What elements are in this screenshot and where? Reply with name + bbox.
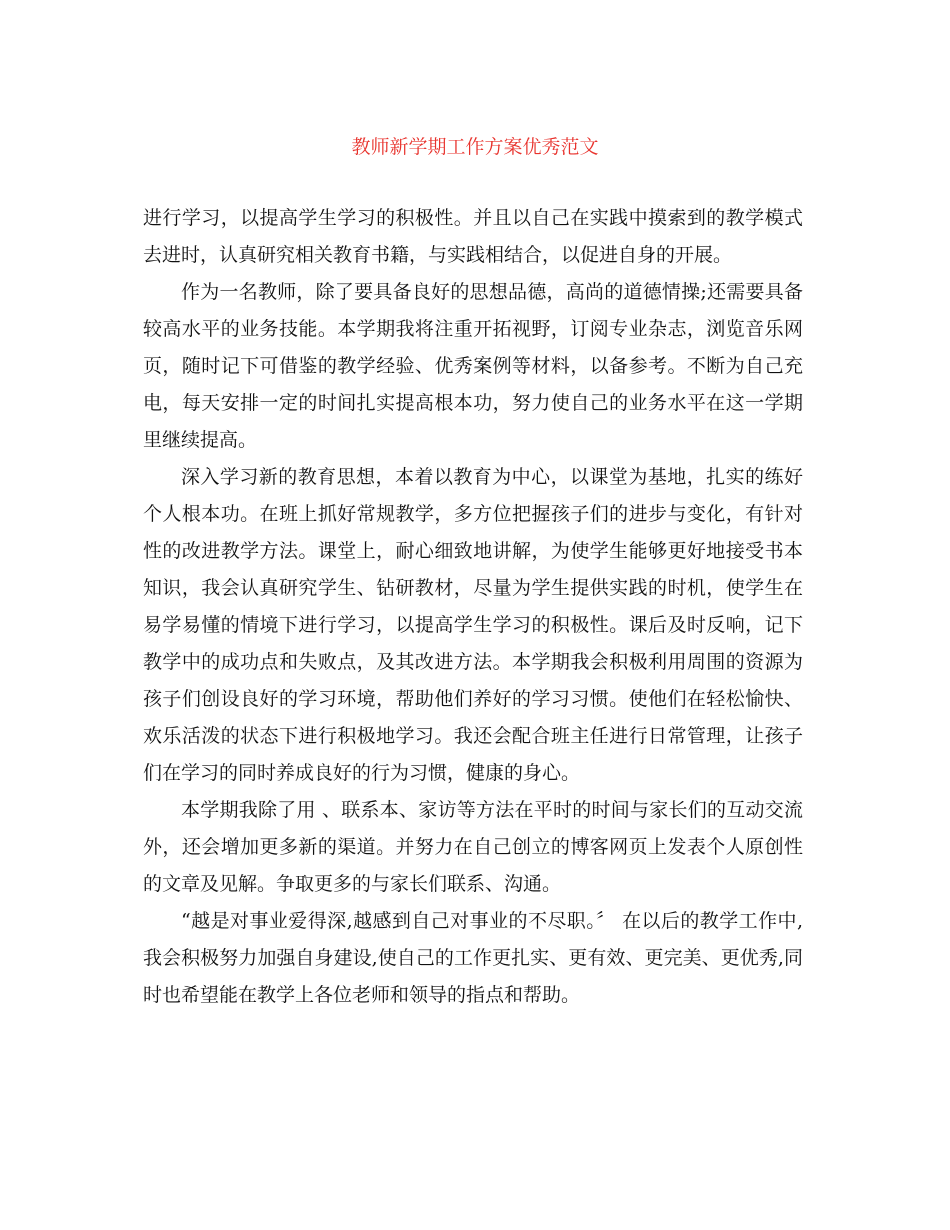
document-body xyxy=(143,200,803,1014)
paragraph-2: 作为一名教师，除了要具备良好的思想品德，高尚的道德情操;还需要具备较高水平的业务技能。本学期我将注重开拓视野，订阅专业杂志，浏览音乐网页，随时记下可借鉴的教学经验、优秀案例等材料，以备参考。不断为自己充电，每天安排一定的时间扎实提高根本功，努力使自己的业务水平在这一学期里继续提高。 xyxy=(143,281,803,451)
paragraph-4: 本学期我除了用 、联系本、家访等方法在平时的时间与家长们的互动交流外，还会增加更多新的渠道。并努力在自己创立的博客网页上发表个人原创性的文章及见解。争取更多的与家长们联系、沟通。 xyxy=(143,799,803,895)
document-title: 教师新学期工作方案优秀范文 xyxy=(351,136,599,158)
paragraph-5: “越是对事业爱得深,越感到自己对事业的不尽职。〞 在以后的教学工作中,我会积极努力加强自身建设,使自己的工作更扎实、更有效、更完美、更优秀,同时也希望能在教学上各位老师和领导的指点和帮助。 xyxy=(143,910,803,1006)
paragraph-1: 进行学习，以提高学生学习的积极性。并且以自己在实践中摸索到的教学模式去进时，认真研究相关教育书籍，与实践相结合，以促进自身的开展。 xyxy=(143,207,803,266)
paragraph-3: 深入学习新的教育思想，本着以教育为中心，以课堂为基地，扎实的练好个人根本功。在班上抓好常规教学，多方位把握孩子们的进步与变化，有针对性的改进教学方法。课堂上，耐心细致地讲解，为使学生能够更好地接受书本知识，我会认真研究学生、钻研教材，尽量为学生提供实践的时机，使学生在易学易懂的情境下进行学习，以提高学生学习的积极性。课后及时反响，记下教学中的成功点和失败点，及其改进方法。本学期我会积极利用周围的资源为孩子们创设良好的学习环境，帮助他们养好的学习习惯。使他们在轻松愉快、欢乐活泼的状态下进行积极地学习。我还会配合班主任进行日常管理，让孩子们在学习的同时养成良好的行为习惯，健康的身心。 xyxy=(143,466,803,784)
